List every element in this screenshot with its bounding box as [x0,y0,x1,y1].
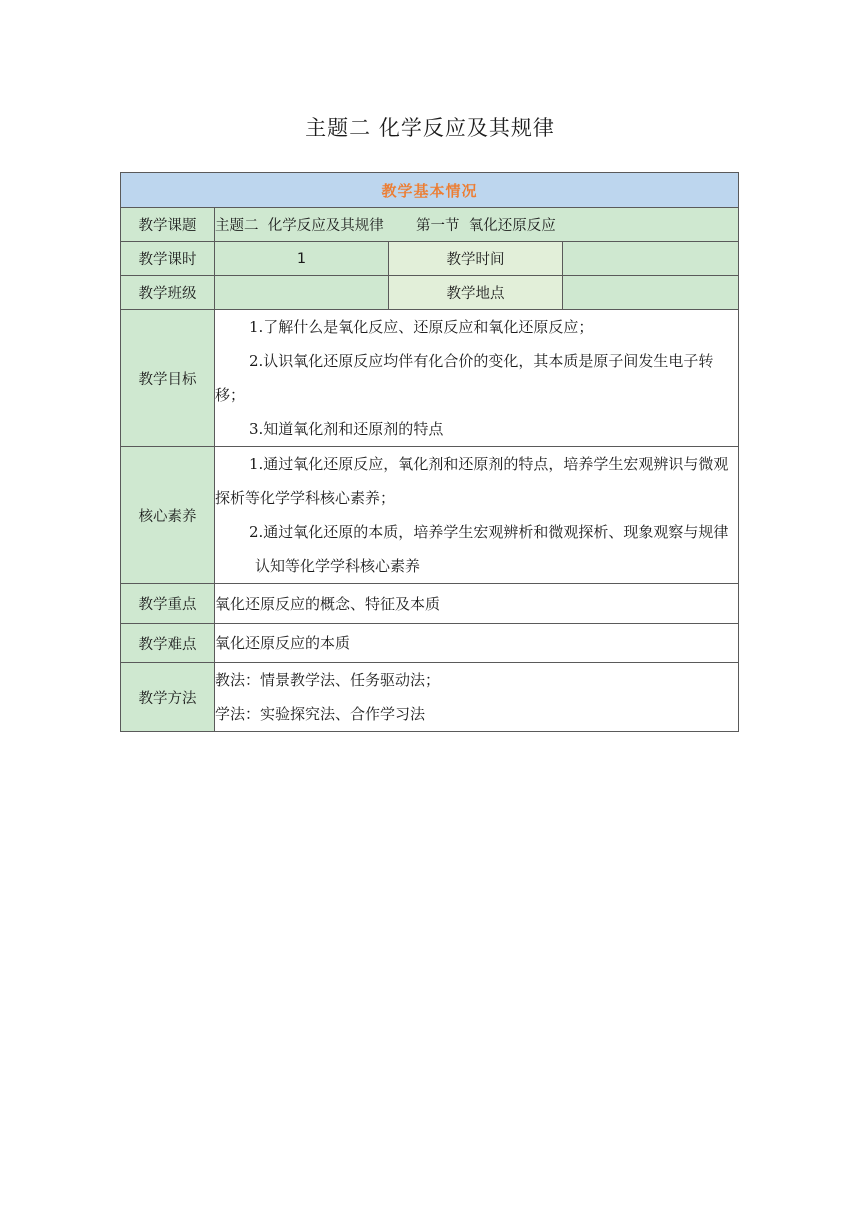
goals-label: 教学目标 [121,310,215,447]
time-label: 教学时间 [389,242,563,276]
place-value [563,276,739,310]
table-header: 教学基本情况 [121,173,739,208]
method-item: 学法：实验探究法、合作学习法 [215,705,426,723]
hours-value: 1 [215,242,389,276]
topic-label: 教学课题 [121,208,215,242]
page-title: 主题二 化学反应及其规律 [305,116,555,140]
literacy-item: 2.通过氧化还原的本质，培养学生宏观辨析和微观探析、现象观察与规律认知等化学学科核心素养 [249,523,729,575]
difficulty-value: 氧化还原反应的本质 [215,624,739,663]
literacy-label: 核心素养 [121,447,215,584]
key-value: 氧化还原反应的概念、特征及本质 [215,584,739,624]
method-label: 教学方法 [121,663,215,732]
goal-item: 3.知道氧化剂和还原剂的特点 [249,420,444,438]
class-value [215,276,389,310]
goal-item: 1.了解什么是氧化反应、还原反应和氧化还原反应； [249,318,594,336]
topic-value: 主题二 化学反应及其规律 第一节 氧化还原反应 [215,208,739,242]
key-label: 教学重点 [121,584,215,624]
place-label: 教学地点 [389,276,563,310]
class-label: 教学班级 [121,276,215,310]
literacy-cell [215,447,739,584]
method-item: 教法：情景教学法、任务驱动法； [215,671,441,689]
goals-cell [215,310,739,447]
goal-item: 2.认识氧化还原反应均伴有化合价的变化，其本质是原子间发生电子转移； [215,352,714,404]
difficulty-label: 教学难点 [121,624,215,663]
time-value [563,242,739,276]
teaching-info-table [120,172,739,732]
method-cell [215,663,739,732]
literacy-item: 1.通过氧化还原反应，氧化剂和还原剂的特点，培养学生宏观辨识与微观探析等化学学科核心素养； [215,455,729,507]
hours-label: 教学课时 [121,242,215,276]
